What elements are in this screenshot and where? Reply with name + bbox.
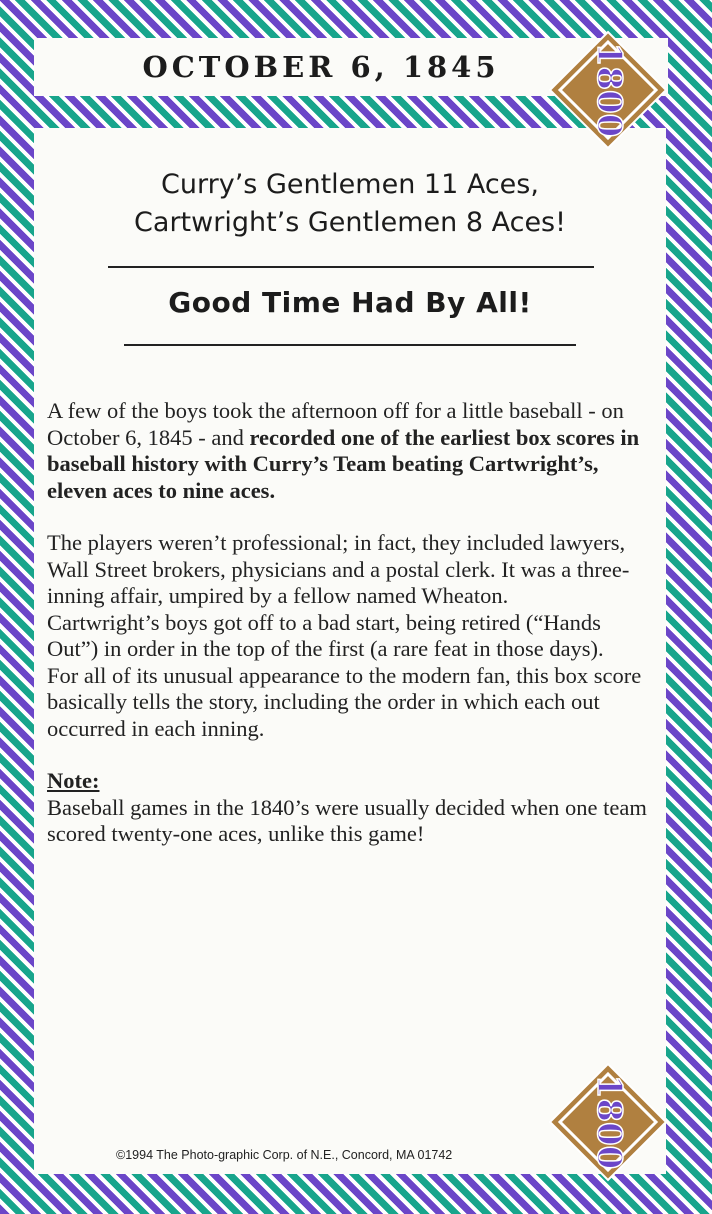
copyright-footer: ©1994 The Photo-graphic Corp. of N.E., Concord, MA 01742 xyxy=(116,1148,453,1162)
subheadline: Good Time Had By All! xyxy=(168,286,532,319)
content-panel xyxy=(34,128,666,1174)
note-text: Baseball games in the 1840’s were usually decided when one team scored twenty-one aces, unlike this game! xyxy=(47,794,647,846)
paragraph-4: For all of its unusual appearance to the modern fan, this box score basically tells the story, including the order in which each out occurred in each inning. xyxy=(47,662,642,741)
paragraph-1-text: A few of the boys took the afternoon off for a little baseball - on October 6, 1845 - and xyxy=(47,398,624,450)
article-body xyxy=(47,398,651,848)
diamond-1800-logo-icon-bottom xyxy=(548,1062,668,1182)
divider-bottom xyxy=(124,344,576,346)
logo-text-bottom: 1800 xyxy=(589,1074,629,1170)
headline-line-2: Cartwright’s Gentlemen 8 Aces! xyxy=(134,207,566,238)
date-title: OCTOBER 6, 1845 xyxy=(142,50,500,84)
divider-top xyxy=(108,266,594,268)
paragraph-1 xyxy=(47,398,651,504)
paragraph-3: Cartwright’s boys got off to a bad start, being retired (“Hands Out”) in order in the top of the first (a rare feat in those days). xyxy=(47,609,604,661)
diamond-1800-logo-icon xyxy=(548,30,668,150)
paragraph-2: The players weren’t professional; in fact, they included lawyers, Wall Street brokers, physicians and a postal clerk. It was a three-inning affair, umpired by a fellow named Wheaton. xyxy=(47,530,630,608)
headline-line-1: Curry’s Gentlemen 11 Aces, xyxy=(161,169,539,200)
logo-text: 1800 xyxy=(589,42,629,138)
paragraph-1-bold: recorded one of the earliest box scores in baseball history with Curry’s Team beating Cartwright’s, eleven aces to nine aces. xyxy=(47,424,640,503)
note-label: Note: xyxy=(47,768,100,793)
headline xyxy=(34,166,666,242)
